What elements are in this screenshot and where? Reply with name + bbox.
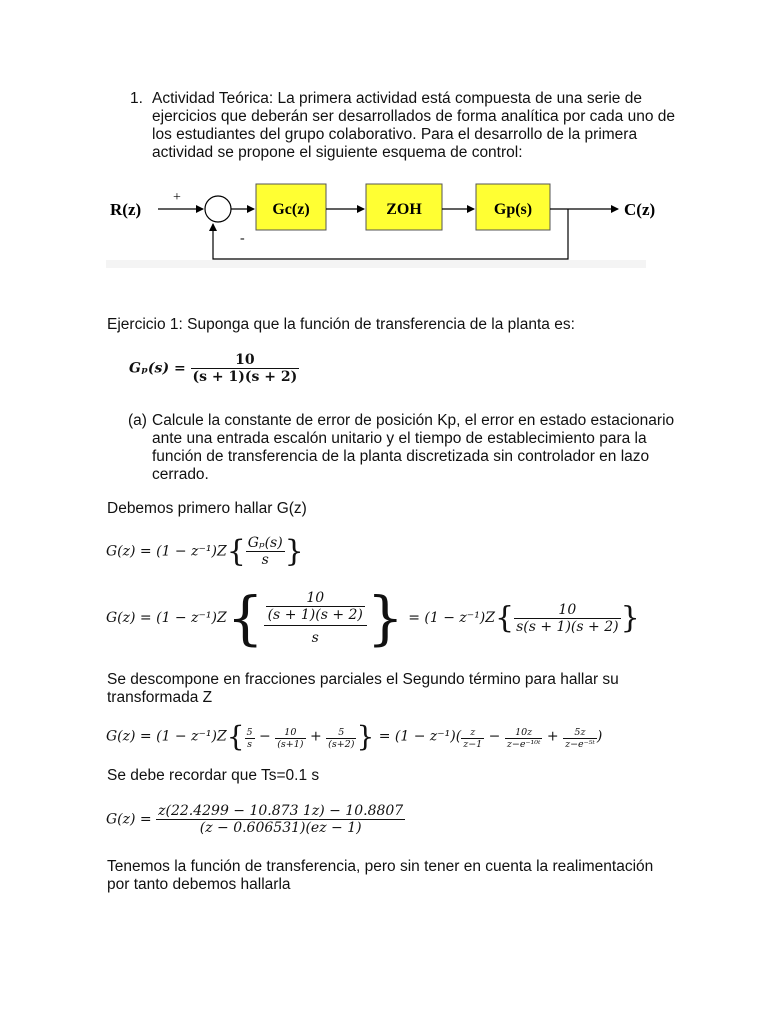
right-big-brace: }: [366, 584, 404, 652]
eq2-outer-numerator: [264, 590, 367, 626]
debemos-text: Debemos primero hallar G(z): [107, 500, 307, 517]
part-a-label: (a): [128, 412, 147, 429]
eq3-r3-den: z−e⁻⁵ᵗ: [565, 738, 595, 750]
gp-block-label: Gp(s): [493, 201, 533, 218]
equation-1: [106, 534, 304, 569]
eq3-r-term-3: [563, 727, 597, 750]
eq2-outer-fraction: [264, 590, 367, 646]
eq3-t3-den: (s+2): [328, 738, 355, 750]
exercise-1-heading: Ejercicio 1: Suponga que la función de transferencia de la planta es:: [107, 316, 575, 333]
eq3-r1-den: z−1: [463, 738, 483, 750]
part-a-line: ante una entrada escalón unitario y el tiempo de establecimiento para la: [152, 430, 647, 447]
eq3-close: ): [596, 728, 603, 745]
right-brace: }: [620, 600, 640, 636]
right-brace: }: [284, 534, 304, 569]
eq3-r2-den: z−e⁻¹⁰ᵗ: [506, 738, 541, 750]
gp-numerator: 10: [191, 352, 300, 369]
plus-operator: +: [309, 728, 322, 745]
eq3-t2-num: 10: [275, 727, 305, 739]
item-line: Actividad Teórica: La primera actividad está compuesta de una serie de: [152, 90, 642, 107]
item-paragraph: [152, 90, 712, 162]
control-block-diagram: [106, 172, 656, 268]
left-brace: {: [495, 600, 515, 636]
partial-fractions-text: [107, 671, 707, 707]
left-big-brace: {: [226, 584, 264, 652]
minus-operator: −: [259, 728, 271, 745]
equation-3: [106, 720, 602, 753]
gp-equation: [129, 352, 299, 385]
part-a-line: Calcule la constante de error de posición Kp, el error en estado estacionario: [152, 412, 675, 429]
plus-operator: +: [546, 728, 559, 745]
eq3-r1-num: z: [461, 727, 484, 739]
eq3-lhs: G(z) = (1 − z⁻¹)Z: [106, 728, 227, 745]
right-brace: }: [356, 720, 375, 753]
eq3-r3-num: 5z: [563, 727, 597, 739]
eq4-fraction: [156, 803, 405, 836]
input-label: R(z): [110, 200, 142, 219]
eq2-right-fraction: [514, 602, 620, 635]
eq3-mid: = (1 − z⁻¹)(: [378, 728, 462, 745]
eq2-mid: = (1 − z⁻¹)Z: [408, 610, 495, 626]
item-line: los estudiantes del grupo colaborativo. Para el desarrollo de la primera: [152, 126, 638, 143]
eq3-t3-num: 5: [326, 727, 356, 739]
eq1-numerator: Gₚ(s): [247, 535, 283, 551]
eq4-numerator: z(22.4299 − 10.873 1z) − 10.8807: [158, 803, 404, 819]
gp-fraction: [191, 352, 300, 385]
gp-lhs: Gₚ(s) =: [129, 360, 186, 377]
eq3-r-term-1: [461, 727, 484, 750]
part-a-line: función de transferencia de la planta discretizada sin controlador en lazo: [152, 448, 650, 465]
output-label: C(z): [624, 200, 656, 219]
left-brace: {: [226, 534, 246, 569]
diagram-shadow: [106, 260, 646, 268]
left-brace: {: [226, 720, 245, 753]
eq3-r-term-2: [505, 727, 543, 750]
item-line: ejercicios que deberán ser desarrollados de forma analítica por cada uno de: [152, 108, 676, 125]
eq1-fraction: [246, 535, 285, 568]
part-a-text: [152, 412, 722, 484]
eq2-inner-numerator: 10: [266, 590, 365, 607]
eq1-denominator: s: [261, 552, 269, 568]
eq1-lhs: G(z) = (1 − z⁻¹)Z: [106, 543, 227, 560]
eq2-inner-fraction: [266, 590, 365, 623]
gc-block-label: Gc(z): [272, 201, 310, 218]
minus-sign: -: [240, 231, 245, 246]
eq3-t2-den: (s+1): [277, 738, 304, 750]
eq2-lhs: G(z) = (1 − z⁻¹)Z: [106, 610, 227, 626]
eq3-r2-num: 10z: [505, 727, 543, 739]
plus-sign: +: [173, 190, 181, 205]
eq3-t1-num: 5: [246, 726, 253, 738]
eq4-denominator: (z − 0.606531)(ez − 1): [199, 820, 362, 836]
tenemos-line: por tanto debemos hallarla: [107, 876, 291, 893]
minus-operator: −: [488, 728, 501, 745]
diagram-svg: [106, 172, 656, 268]
eq3-term-3: [326, 727, 356, 750]
eq3-term-1: [245, 727, 255, 750]
tenemos-line: Tenemos la función de transferencia, pero sin tener en cuenta la realimentación: [107, 858, 654, 875]
ts-text: Se debe recordar que Ts=0.1 s: [107, 767, 320, 784]
descompone-line: Se descompone en fracciones parciales el Segundo término para hallar su: [107, 671, 619, 688]
zoh-block-label: ZOH: [386, 201, 422, 218]
equation-4: [106, 803, 405, 836]
eq2-right-denominator: s(s + 1)(s + 2): [516, 618, 619, 635]
summing-junction: [205, 196, 231, 222]
gp-denominator: (s + 1)(s + 2): [192, 369, 298, 385]
item-number: 1.: [130, 90, 143, 107]
item-line: actividad se propone el siguiente esquema de control:: [152, 144, 523, 161]
eq4-lhs: G(z) =: [106, 811, 152, 828]
eq2-inner-denominator: (s + 1)(s + 2): [267, 607, 363, 623]
tenemos-text: [107, 858, 727, 894]
eq2-outer-denominator: s: [311, 630, 319, 646]
descompone-line: transformada Z: [107, 689, 213, 706]
eq3-t1-den: s: [247, 738, 252, 750]
equation-2: [106, 584, 640, 652]
eq2-right-numerator: 10: [514, 602, 620, 619]
part-a-line: cerrado.: [152, 466, 209, 483]
eq3-term-2: [275, 727, 305, 750]
